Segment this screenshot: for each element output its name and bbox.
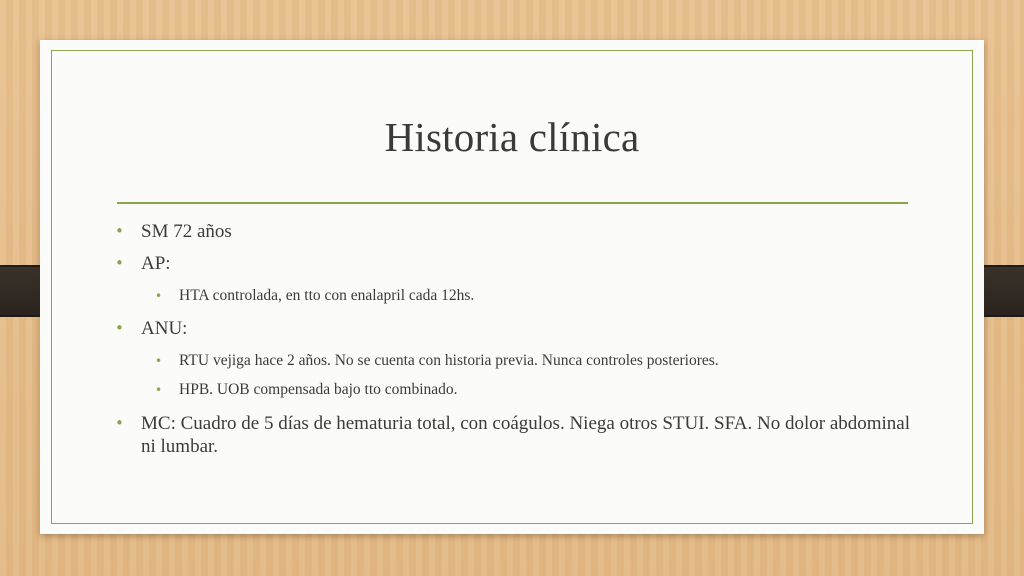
bullet-dot-icon: • [115,222,124,240]
sub-bullet-item-hta [115,286,915,306]
bullet-list [115,220,915,458]
bullet-text: AP: [141,253,171,274]
bullet-text: RTU vejiga hace 2 años. No se cuenta con historia previa. Nunca controles posteriores. [179,352,719,369]
bullet-item-age [115,220,915,243]
bullet-dot-icon: • [155,383,163,397]
bullet-text: ANU: [141,318,188,339]
bullet-text: HTA controlada, en tto con enalapril cada 12hs. [179,287,475,304]
title-divider [117,202,908,204]
bullet-dot-icon: • [115,254,124,272]
bullet-text: HPB. UOB compensada bajo tto combinado. [179,381,458,398]
bullet-text: MC: Cuadro de 5 días de hematuria total, con coágulos. Niega otros STUI. SFA. No dolor abdominal ni lumbar. [141,413,911,457]
bullet-item-anu [115,317,915,340]
bullet-dot-icon: • [155,289,163,303]
slide-title: Historia clínica [384,114,640,160]
bullet-dot-icon: • [155,354,163,368]
bullet-text: SM 72 años [141,221,232,242]
bullet-item-mc [115,412,915,458]
slide [40,40,984,534]
sub-bullet-item-rtu [115,351,915,371]
sub-bullet-item-hpb [115,380,915,400]
bullet-dot-icon: • [115,319,124,337]
bullet-dot-icon: • [115,414,124,432]
bullet-item-ap [115,252,915,275]
